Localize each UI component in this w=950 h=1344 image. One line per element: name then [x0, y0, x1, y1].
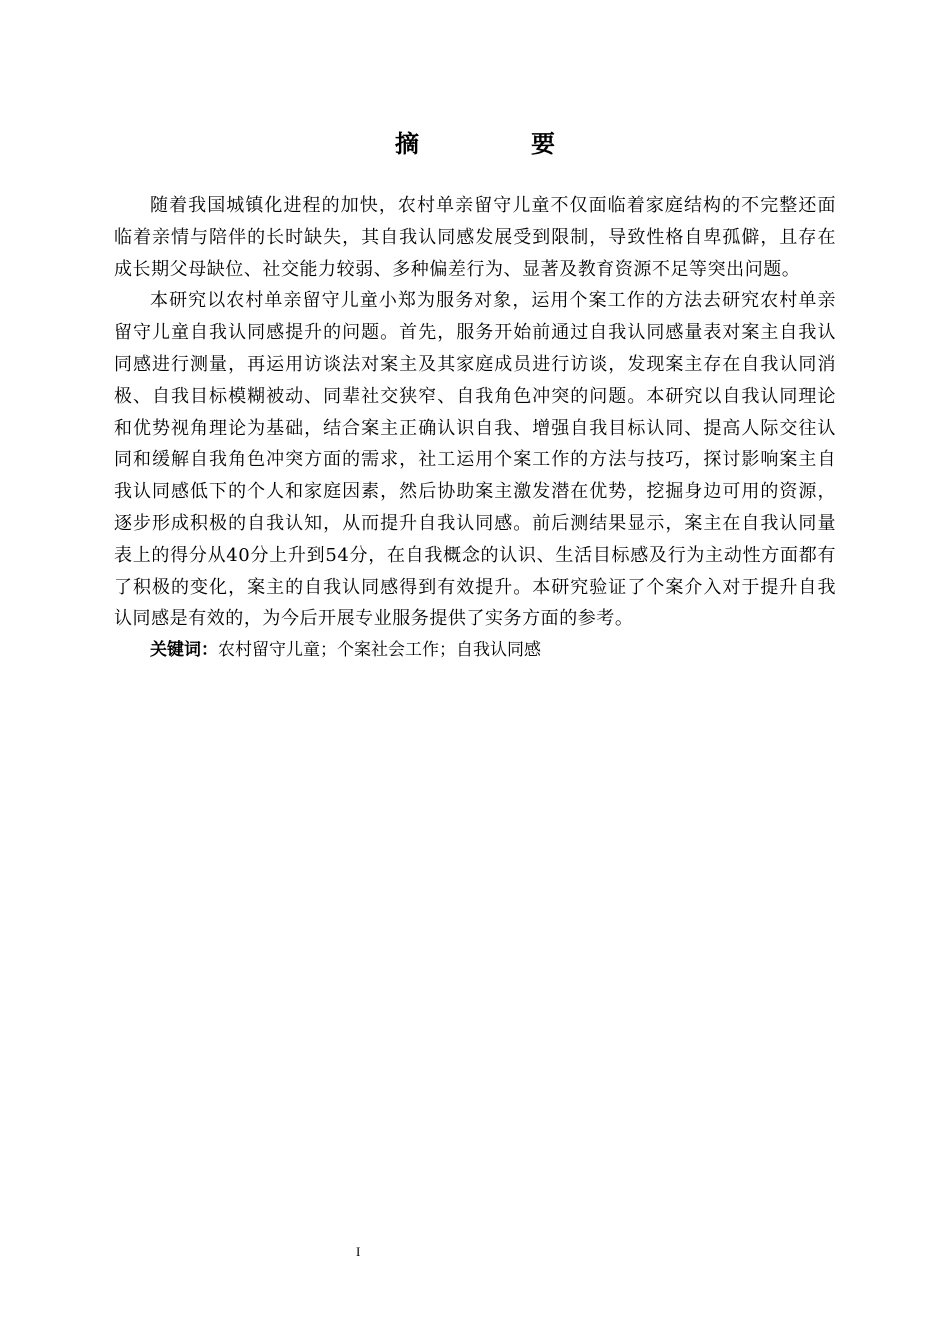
abstract-body [114, 190, 836, 667]
page-number: I [356, 1244, 361, 1259]
keywords-label: 关键词： [150, 640, 218, 661]
keywords-line [114, 635, 836, 667]
abstract-paragraph-1: 随着我国城镇化进程的加快，农村单亲留守儿童不仅面临着家庭结构的不完整还面临着亲情与陪伴的长时缺失，其自我认同感发展受到限制，导致性格自卑孤僻，且存在成长期父母缺位、社交能力较弱、多种偏差行为、显著及教育资源不足等突出问题。 [114, 195, 836, 280]
page-title: 摘 要 [395, 130, 599, 158]
abstract-paragraph-2: 本研究以农村单亲留守儿童小郑为服务对象，运用个案工作的方法去研究农村单亲留守儿童自我认同感提升的问题。首先，服务开始前通过自我认同感量表对案主自我认同感进行测量，再运用访谈法对案主及其家庭成员进行访谈，发现案主存在自我认同消极、自我目标模糊被动、同辈社交狭窄、自我角色冲突的问题。本研究以自我认同理论和优势视角理论为基础，结合案主正确认识自我、增强自我目标认同、提高人际交往认同和缓解自我角色冲突方面的需求，社工运用个案工作的方法与技巧，探讨影响案主自我认同感低下的个人和家庭因素，然后协助案主激发潜在优势，挖掘身边可用的资源，逐步形成积极的自我认知，从而提升自我认同感。前后测结果显示，案主在自我认同量表上的得分从40分上升到54分，在自我概念的认识、生活目标感及行为主动性方面都有了积极的变化，案主的自我认同感得到有效提升。本研究验证了个案介入对于提升自我认同感是有效的，为今后开展专业服务提供了实务方面的参考。 [114, 290, 836, 630]
keywords-value: 农村留守儿童；个案社会工作；自我认同感 [218, 640, 541, 661]
